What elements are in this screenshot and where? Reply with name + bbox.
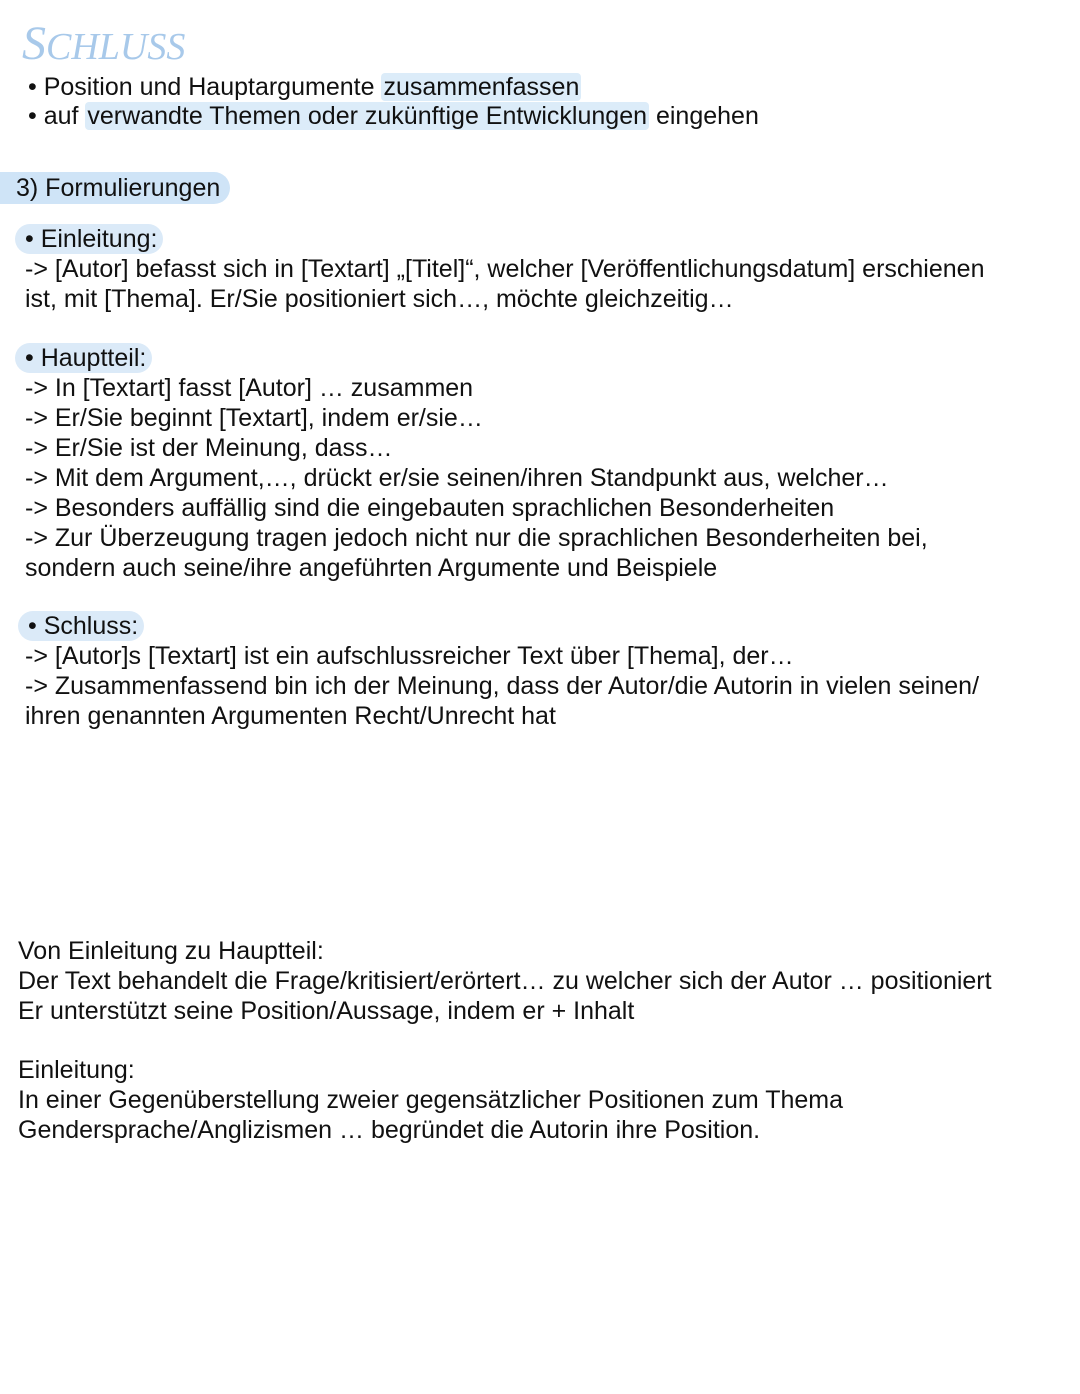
einleitung-line-2: ist, mit [Thema]. Er/Sie positioniert sich…, möchte gleichzeitig… [25,285,734,313]
schluss-line-3: ihren genannten Argumenten Recht/Unrecht hat [25,702,556,730]
beispiel-einleitung-line-2: Gendersprache/Anglizismen … begründet die Autorin ihre Position. [18,1116,761,1144]
uebergang-line-2: Er unterstützt seine Position/Aussage, indem er + Inhalt [18,997,635,1025]
einleitung-line-1: -> [Autor] befasst sich in [Textart] „[Titel]“, welcher [Veröffentlichungsdatum] erschienen [25,255,985,283]
schluss-point-2-suffix: eingehen [655,102,759,130]
schluss-point-1 [28,72,581,102]
schluss-point-1-text: • Position und Hauptargumente [28,73,375,101]
hauptteil-line-1: -> In [Textart] fasst [Autor] … zusammen [25,374,474,402]
schluss-point-2 [28,101,759,131]
beispiel-einleitung-heading: Einleitung: [18,1056,135,1084]
page-title-initial: S [22,17,46,70]
schluss-point-2-highlight: verwandte Themen oder zukünftige Entwicklungen [87,102,648,130]
section-heading-formulierungen: 3) Formulierungen [0,172,230,204]
schluss-line-1: -> [Autor]s [Textart] ist ein aufschlussreicher Text über [Thema], der… [25,642,794,670]
page-title-rest: CHLUSS [46,26,186,68]
schluss-label: • Schluss: [18,611,144,641]
hauptteil-line-3: -> Er/Sie ist der Meinung, dass… [25,434,393,462]
hauptteil-line-4: -> Mit dem Argument,…, drückt er/sie seinen/ihren Standpunkt aus, welcher… [25,464,889,492]
hauptteil-line-6: -> Zur Überzeugung tragen jedoch nicht nur die sprachlichen Besonderheiten bei, [25,524,928,552]
hauptteil-line-5: -> Besonders auffällig sind die eingebauten sprachlichen Besonderheiten [25,494,835,522]
einleitung-label: • Einleitung: [15,224,163,254]
hauptteil-line-2: -> Er/Sie beginnt [Textart], indem er/sie… [25,404,483,432]
uebergang-line-1: Der Text behandelt die Frage/kritisiert/erörtert… zu welcher sich der Autor … positioniert [18,967,992,995]
hauptteil-label: • Hauptteil: [15,343,152,373]
beispiel-einleitung-line-1: In einer Gegenüberstellung zweier gegensätzlicher Positionen zum Thema [18,1086,844,1114]
page-title [22,16,185,75]
uebergang-heading: Von Einleitung zu Hauptteil: [18,937,324,965]
schluss-point-1-highlight: zusammenfassen [383,73,580,101]
hauptteil-line-7: sondern auch seine/ihre angeführten Argumente und Beispiele [25,554,718,582]
schluss-point-2-prefix: • auf [28,102,79,130]
schluss-line-2: -> Zusammenfassend bin ich der Meinung, dass der Autor/die Autorin in vielen seinen/ [25,672,980,700]
